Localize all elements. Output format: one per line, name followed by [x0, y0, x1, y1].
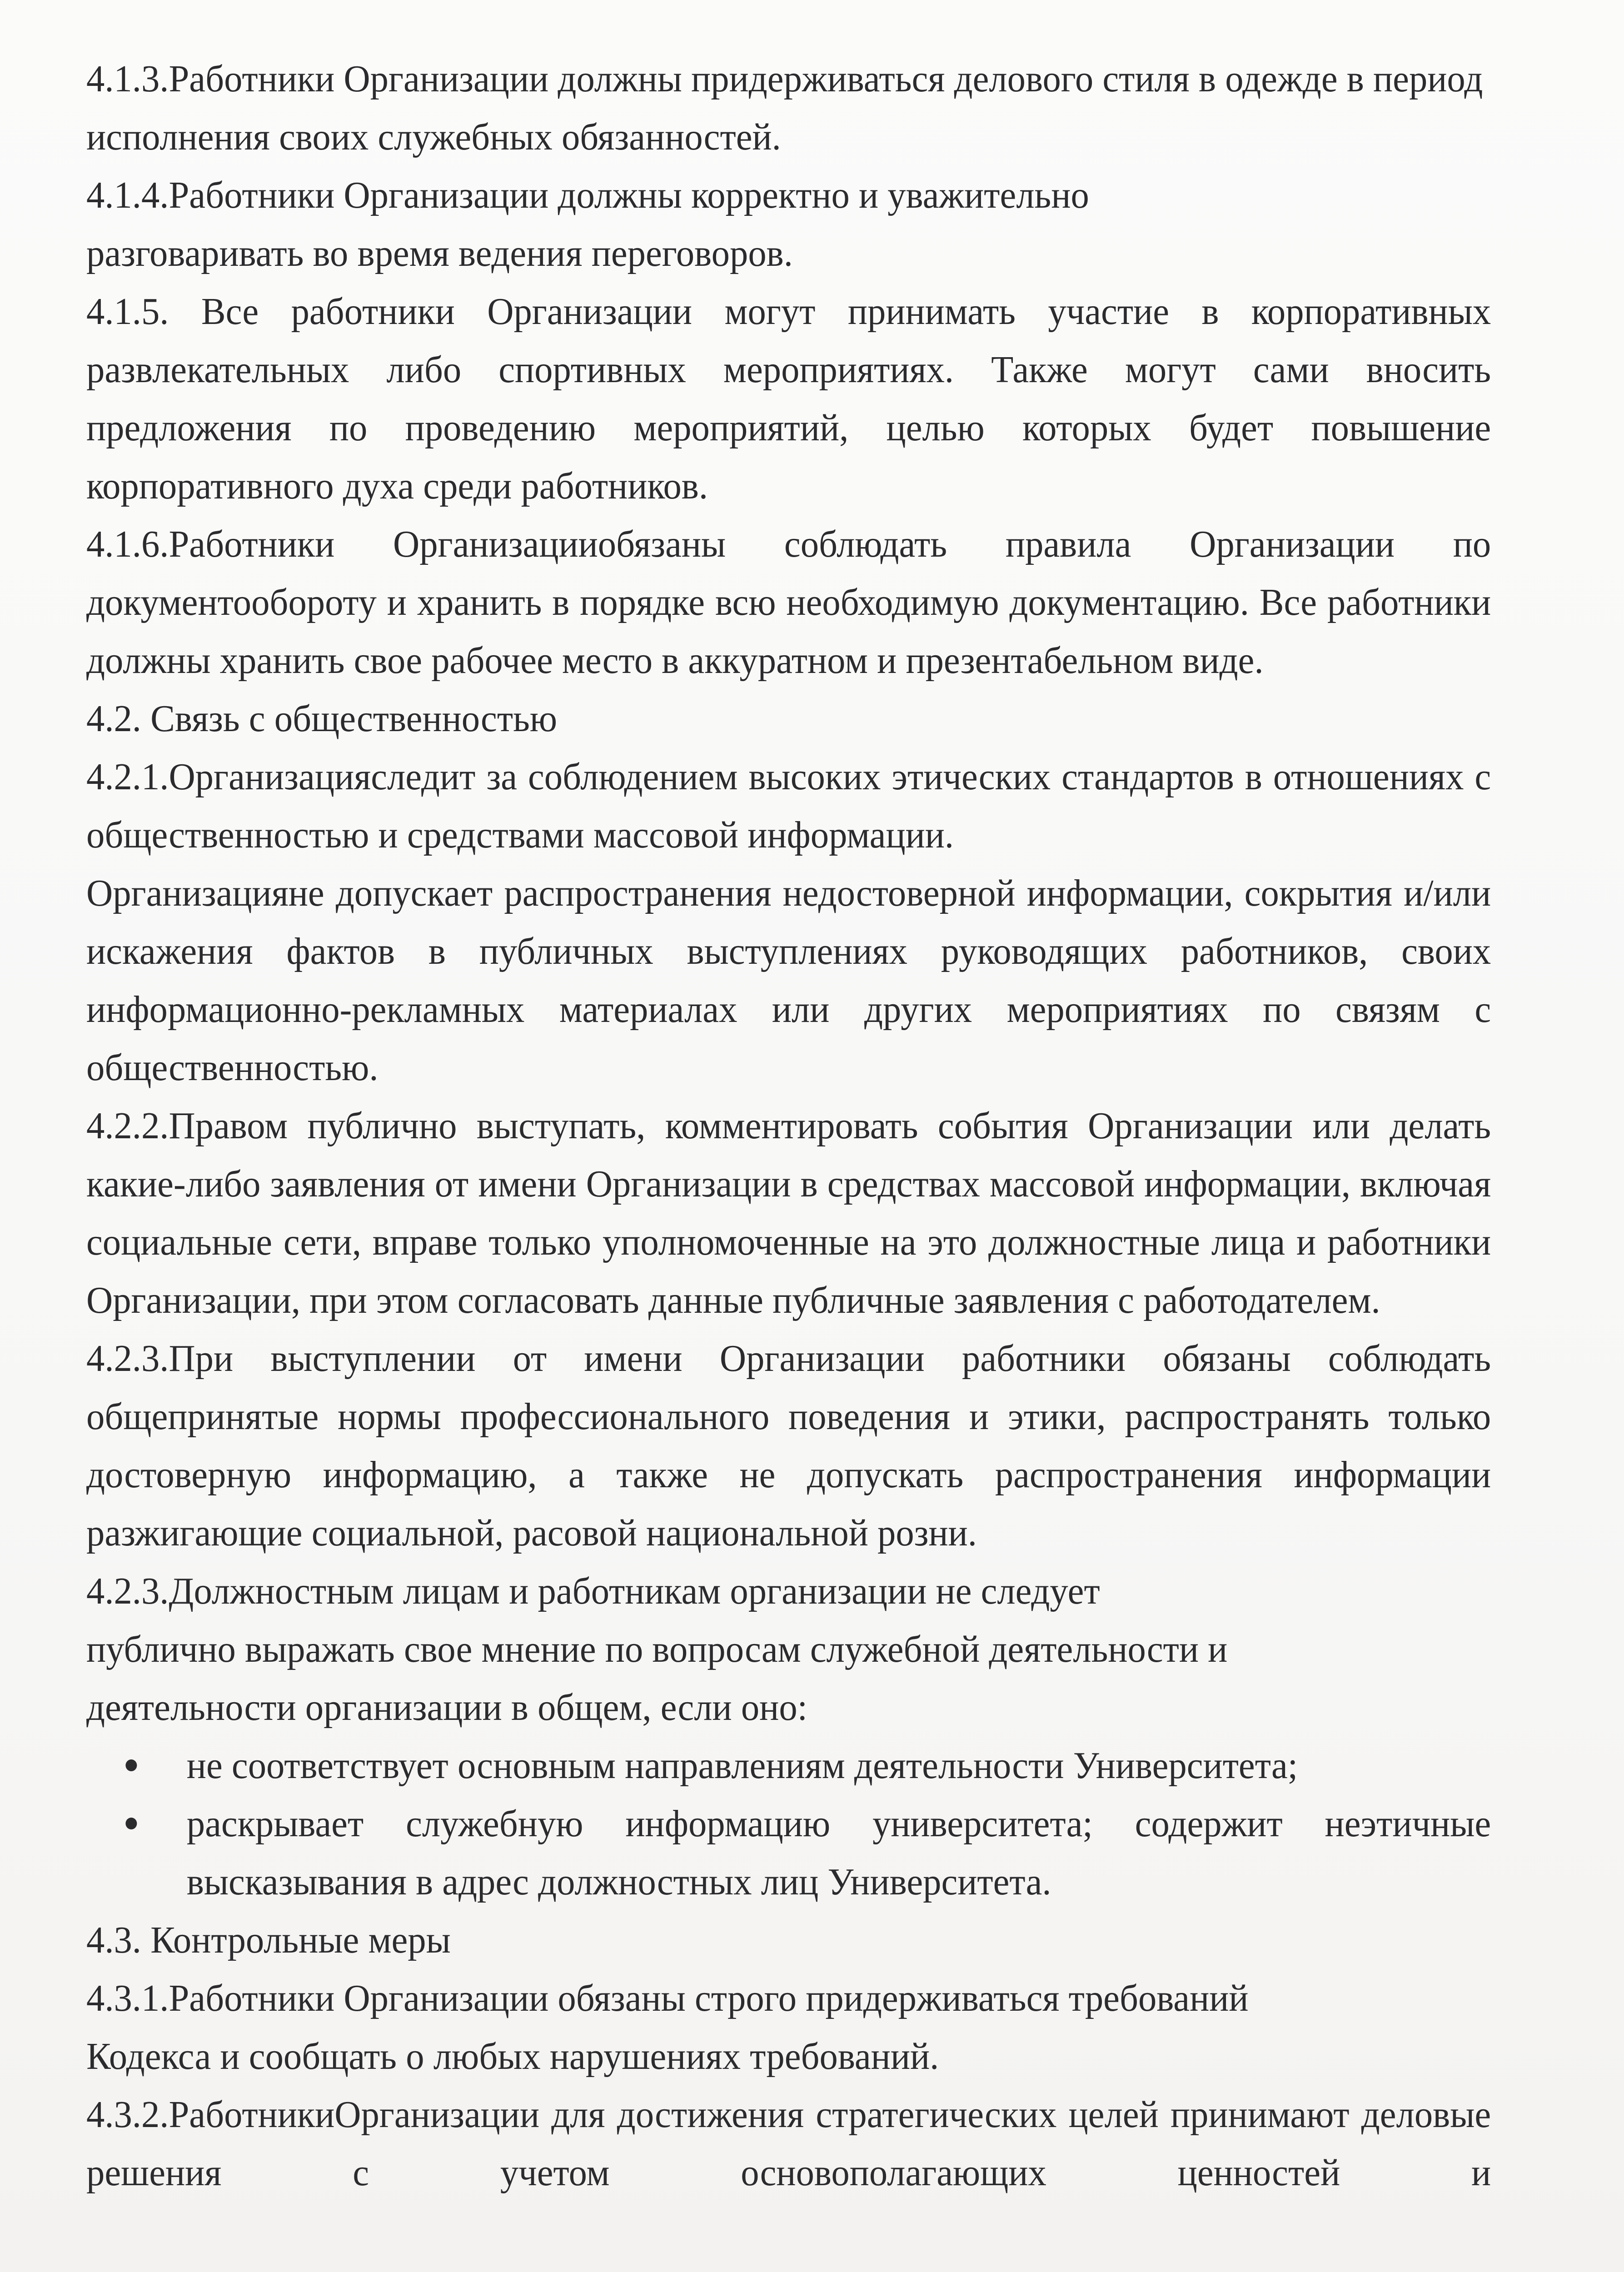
paragraph-4-1-5: 4.1.5. Все работники Организации могут принимать участие в корпоративных развлекательных либо спортивных мероприятиях. Также могут сами вносить предложения по проведению мероприятий, целью которых будет повышение корпоративного духа среди работников.	[86, 290, 1491, 507]
paragraph-4-1-6: 4.1.6.Работники Организацииобязаны соблюдать правила Организации по документообороту и хранить в порядке всю необходимую документацию. Все работники должны хранить свое рабочее место в аккуратном и презентабельном виде.	[86, 523, 1491, 682]
paragraph-4-2-3b-line2: публично выражать свое мнение по вопросам служебной деятельности и	[86, 1628, 1228, 1670]
paragraph-4-2-3: 4.2.3.При выступлении от имени Организации работники обязаны соблюдать общепринятые нормы профессионального поведения и этики, распространять только достоверную информацию, а также не допускать распространения информации разжигающие социальной, расовой национальной розни.	[86, 1337, 1491, 1554]
paragraph-4-2-3b-line3: деятельности организации в общем, если оно:	[86, 1686, 808, 1729]
bullet-icon	[125, 1759, 137, 1771]
bullet-list	[86, 1737, 1491, 1911]
paragraph-4-3-1-line2: Кодекса и сообщать о любых нарушениях требований.	[86, 2035, 939, 2078]
paragraph-4-1-4-line2: разговаривать во время ведения переговоров.	[86, 232, 793, 274]
paragraph-4-1-3: 4.1.3.Работники Организации должны придерживаться делового стиля в одежде в период исполнения своих служебных обязанностей.	[86, 58, 1483, 158]
paragraph-4-1-4-line1: 4.1.4.Работники Организации должны корректно и уважительно	[86, 174, 1089, 216]
paragraph-4-2-2: 4.2.2.Правом публично выступать, комментировать события Организации или делать какие-либо заявления от имени Организации в средствах массовой информации, включая социальные сети, вправе только уполномоченные на это должностные лица и работники Организации, при этом согласовать данные публичные заявления с работодателем.	[86, 1105, 1491, 1321]
bullet-text: не соответствует основным направлениям деятельности Университета;	[186, 1744, 1298, 1787]
heading-4-2: 4.2. Связь с общественностью	[86, 698, 558, 740]
heading-4-3: 4.3. Контрольные меры	[86, 1919, 451, 1961]
bullet-item	[187, 1737, 1491, 1795]
paragraph-4-2-1: 4.2.1.Организацияследит за соблюдением высоких этических стандартов в отношениях с общественностью и средствами массовой информации.	[86, 756, 1491, 856]
paragraph-4-2-3b-line1: 4.2.3.Должностным лицам и работникам организации не следует	[86, 1570, 1100, 1612]
paragraph-4-3-2: 4.3.2.РаботникиОрганизации для достижения стратегических целей принимают деловые решения с учетом основополагающих ценностей и	[86, 2093, 1491, 2194]
document-page	[86, 50, 1491, 2202]
paragraph-4-2-1-cont: Организацияне допускает распространения недостоверной информации, сокрытия и/или искажения фактов в публичных выступлениях руководящих работников, своих информационно-рекламных материалах или других мероприятиях по связям с общественностью.	[86, 872, 1491, 1089]
paragraph-4-3-1-line1: 4.3.1.Работники Организации обязаны строго придерживаться требований	[86, 1977, 1249, 2019]
bullet-text: раскрывает служебную информацию университета; содержит неэтичные высказывания в адрес должностных лиц Университета.	[186, 1803, 1491, 1903]
bullet-item	[187, 1795, 1491, 1911]
bullet-icon	[125, 1818, 137, 1829]
